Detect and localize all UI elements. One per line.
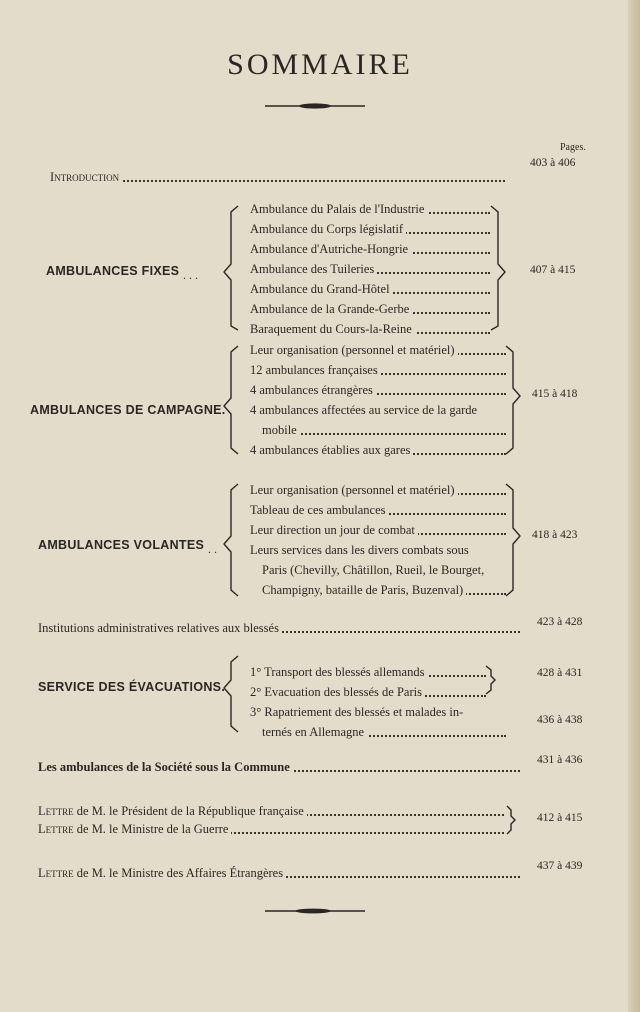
toc-item[interactable]: Ambulance d'Autriche-Hongrie: [250, 242, 490, 257]
toc-row-introduction[interactable]: [50, 170, 505, 185]
toc-item[interactable]: Leur organisation (personnel et matériel): [250, 343, 506, 358]
toc-pages: 436 à 438: [537, 714, 583, 726]
toc-item[interactable]: Ambulance du Palais de l'Industrie: [250, 202, 490, 217]
page-title: SOMMAIRE: [227, 48, 413, 81]
toc-pages: 431 à 436: [537, 754, 583, 766]
toc-item[interactable]: Paris (Chevilly, Châtillon, Rueil, le Bourget,: [262, 563, 485, 577]
toc-pages: 407 à 415: [530, 264, 576, 276]
toc-pages: 428 à 431: [537, 667, 583, 679]
toc-item[interactable]: Ambulance du Grand-Hôtel: [250, 282, 490, 297]
toc-item[interactable]: 12 ambulances françaises: [250, 363, 506, 378]
toc-row-lettre[interactable]: Lettre de M. le Président de la République française: [38, 804, 504, 819]
toc-item[interactable]: Ambulance du Corps législatif: [250, 222, 490, 237]
toc-item[interactable]: Tableau de ces ambulances: [250, 503, 506, 518]
toc-item[interactable]: 2° Evacuation des blessés de Paris: [250, 685, 486, 700]
toc-pages: 423 à 428: [537, 616, 583, 628]
right-brace: [0, 0, 1, 1]
page-edge: [628, 0, 640, 1012]
pages-header: Pages.: [560, 142, 586, 153]
toc-item[interactable]: Leurs services dans les divers combats sous: [250, 543, 469, 557]
toc-item[interactable]: ternés en Allemagne: [262, 725, 506, 740]
toc-pages: 403 à 406: [530, 157, 576, 169]
toc-row-commune[interactable]: Les ambulances de la Société sous la Commune: [38, 760, 520, 775]
toc-item[interactable]: Leur organisation (personnel et matériel): [250, 483, 506, 498]
toc-item[interactable]: 3° Rapatriement des blessés et malades in-: [250, 705, 464, 719]
toc-row-lettre-affaires[interactable]: Lettre de M. le Ministre des Affaires Étrangères: [38, 866, 520, 881]
toc-item[interactable]: 4 ambulances affectées au service de la garde: [250, 403, 478, 417]
section-label-ambulances-volantes: AMBULANCES VOLANTES: [38, 538, 205, 552]
toc-item[interactable]: 4 ambulances établies aux gares: [250, 443, 506, 458]
section-label-service-evacuations: SERVICE DES ÉVACUATIONS.: [38, 680, 226, 694]
toc-row-institutions[interactable]: Institutions administratives relatives aux blessés: [38, 621, 520, 636]
toc-label: Introduction: [50, 170, 122, 184]
toc-item[interactable]: Champigny, bataille de Paris, Buzenval): [262, 583, 506, 598]
toc-item[interactable]: 1° Transport des blessés allemands: [250, 665, 486, 680]
section-label-ambulances-campagne: AMBULANCES DE CAMPAGNE.: [30, 403, 226, 417]
toc-item[interactable]: Ambulance de la Grande-Gerbe: [250, 302, 490, 317]
section-label-ambulances-fixes: AMBULANCES FIXES: [46, 264, 180, 278]
leader-dots: . . .: [183, 268, 198, 282]
toc-pages: 412 à 415: [537, 812, 583, 824]
toc-pages: 437 à 439: [537, 860, 583, 872]
toc-item[interactable]: 4 ambulances étrangères: [250, 383, 506, 398]
toc-item[interactable]: mobile: [262, 423, 506, 438]
title-ornament: [265, 102, 365, 110]
toc-item[interactable]: Ambulance des Tuileries: [250, 262, 490, 277]
toc-item[interactable]: Leur direction un jour de combat: [250, 523, 506, 538]
toc-pages: 415 à 418: [532, 388, 578, 400]
toc-row-lettre[interactable]: Lettre de M. le Ministre de la Guerre: [38, 822, 504, 837]
toc-item[interactable]: Baraquement du Cours-la-Reine: [250, 322, 490, 337]
leader-dots: . .: [208, 542, 217, 556]
bottom-ornament: [250, 907, 380, 915]
toc-pages: 418 à 423: [532, 529, 578, 541]
